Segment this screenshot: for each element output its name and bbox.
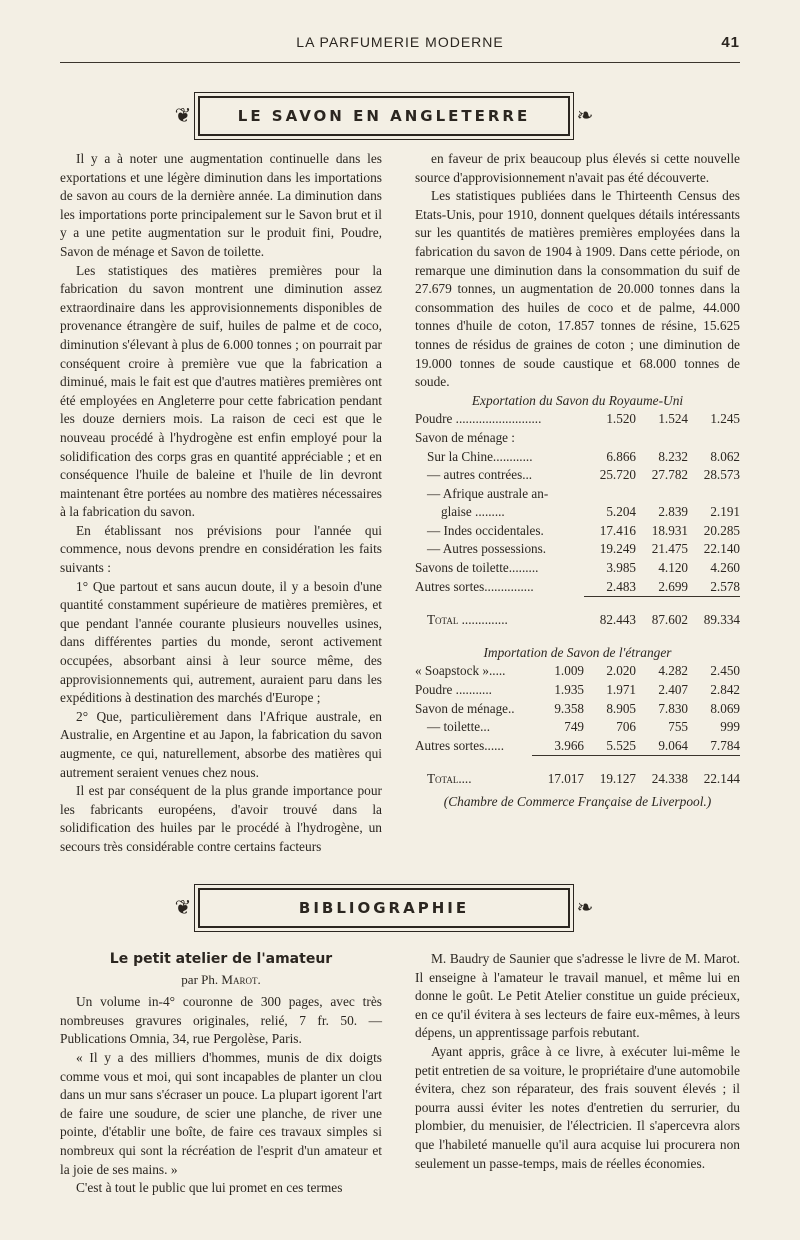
article-paragraph: en faveur de prix beaucoup plus élevés si cette nouvelle source d'approvisionnement n'avait pas été découverte. [415,151,740,185]
total-value: 19.127 [599,771,636,787]
cell-value: 1.009 [554,663,584,679]
cell-value: 2.450 [710,663,740,679]
article-paragraph: En établissant nos prévisions pour l'année qui commence, nous devons prendre en considération les faits suivants : [60,522,382,576]
cell-value: 25.720 [599,467,636,483]
total-value: 17.017 [547,771,584,787]
bibliography-banner [172,888,596,928]
bibliography-paragraph: Ayant appris, grâce à ce livre, à exécuter lui-même le petit entretien de sa voiture, le propriétaire d'une automobile évitera, chez son réparateur, des frais souvent élevés ; il pourra aussi éviter les notes d'entretien du serrurier, du plombier, du menuisier, de l'électricien. Il s'apercevra alors que l'habileté manuelle qu'il aura acquise lui procurera non seulement un passe-temps, mais de réelles économies. [415,1043,740,1171]
book-author [60,971,382,990]
cell-value: 1.935 [554,682,584,698]
book-title: Le petit atelier de l'amateur [109,951,333,967]
table-row [415,700,740,719]
cell-value: 9.064 [636,737,688,756]
cell-value [584,485,636,504]
bibliography-paragraph: C'est à tout le public que lui promet en ces termes [76,1180,343,1196]
fleuron-left-icon: ❦ [174,897,192,919]
cell-value: 999 [720,719,740,735]
cell-value: 3.985 [606,560,636,576]
cell-value: 1.971 [606,682,636,698]
cell-value: 28.573 [703,467,740,483]
article-paragraph: 1° Que partout et sans aucun doute, il y a besoin d'une quantité constamment supérieure de matières premières, et que pendant l'année courante plusieurs nouvelles usines, dans différentes parties du monde, seront activement occupées, absorbant ainsi à leur source même, des approvisionnements qui, autrement, auraient paru dans les expéditions à destination des marchés d'Europe ; [60,578,382,706]
table-row [415,559,740,578]
page-number: 41 [721,34,740,51]
fleuron-right-icon: ❧ [576,897,594,919]
cell-value: 8.232 [658,448,688,464]
cell-value: 4.260 [710,560,740,576]
row-label: — Autres possessions. [427,541,547,557]
table-row [415,429,740,448]
bibliography-right-column [415,950,740,1173]
row-label: « Soapstock »..... [415,663,506,679]
cell-value [584,429,636,448]
row-label: Savon de ménage.. [415,700,515,716]
import-table [415,662,740,789]
article-paragraph: Il est par conséquent de la plus grande importance pour les fabricants européens, d'avoir trouvé dans la solidification des huiles par le procédé à l'hydrogène, un secours très considérable contre certains facteurs [60,783,382,854]
cell-value: 8.069 [710,700,740,716]
cell-value: 3.966 [532,737,584,756]
bibliography-left-column [60,950,382,1198]
article-left-column [60,150,382,857]
author-name: Marot. [221,971,261,987]
cell-value [688,485,740,504]
bibliography-paragraph: M. Baudry de Saunier que s'adresse le livre de M. Marot. Il enseigne à l'amateur le travail manuel, et même lui en donne le goût. Le Petit Atelier constitue un guide précieux, en ce qu'il évitera à ses lecteurs de faire eux-mêmes, à leurs dépens, un apprentissage parfois rebutant. [415,951,740,1041]
row-label: Poudre ........... [415,682,492,698]
cell-value: 5.525 [584,737,636,756]
cell-value: 18.931 [651,522,688,538]
article-paragraph: Les statistiques publiées dans le Thirteenth Census des Etats-Unis, pour 1910, donnent quelques détails intéressants sur les quantités de matières premières employées dans la fabrication du savon de 1904 à 1909. Dans cette période, on remarque une diminution dans la consommation du suif de 27.679 tonnes, un augmentation de 20.000 tonnes dans la consommation des huiles de coco et de palme, 44.000 tonnes d'huile de coton, 17.857 tonnes de résine, 15.625 tonnes de résidus de graines de coton ; une diminution de 19.000 tonnes de soude caustique et 68.000 tonnes de soude. [415,188,740,390]
table-row [415,540,740,559]
table-row [415,578,740,597]
cell-value: 2.842 [710,682,740,698]
cell-value: 6.866 [606,448,636,464]
cell-value: 19.249 [599,541,636,557]
cell-value: 2.407 [658,682,688,698]
row-label: Sur la Chine............ [427,448,533,464]
table-row [415,522,740,541]
total-value: 89.334 [703,612,740,628]
cell-value: 755 [668,719,688,735]
row-label: Savon de ménage : [415,429,515,445]
cell-value: 5.204 [606,504,636,520]
banner-frame [198,96,570,136]
row-label: — autres contrées... [427,467,533,483]
row-label: glaise ......... [441,504,505,520]
table-row [415,681,740,700]
bibliography-paragraph: « Il y a des milliers d'hommes, munis de dix doigts comme vous et moi, qui sont incapables de planter un clou dans un mur sans s'écraser un pouce. La plupart igorent l'art de faire une soudure, de scier une planche, de river une pointe, d'établir une boîte, de faire ces travaux simples si nombreux qui sont la récréation de l'esprit d'un amateur et la joie de ses mains. » [60,1049,382,1177]
table-row [415,503,740,522]
article-paragraph: Les statistiques des matières premières pour la fabrication du savon montrent une diminution assez extraordinaire dans les approvisionnements disponibles de provenance étrangère de suif, huiles de palme et de coco, diminution s'élevant à plus de 6.000 tonnes ; on pourrait par conséquent croire à première vue que la fabrication a diminué, mais le fait est que d'autres matières premières ont été employées en Angleterre pour cette fabrication pendant les douze derniers mois. La raison de ceci est que le nouveau procédé à l'hydrogène est enfin employé pour la solidification des corps gras en quantité appréciable ; et en conséquence l'huile de baleine et l'huile de lin devront maintenant être portées au nombre des matières nécessaires à la fabrication du savon. [60,262,382,520]
row-label: Autres sortes...... [415,737,505,753]
table-row [415,448,740,467]
article-right-text [415,150,740,392]
running-title: LA PARFUMERIE MODERNE [296,34,504,50]
header-rule [60,62,740,63]
cell-value: 7.784 [688,737,740,756]
bibliography-paragraph: Un volume in-4° couronne de 300 pages, avec très nombreuses gravures originales, relié, 7 fr. 50. — Publications Omnia, 34, rue Pergolèse, Paris. [60,994,382,1047]
row-label: Autres sortes............... [415,578,534,594]
cell-value [688,429,740,448]
cell-value: 21.475 [651,541,688,557]
row-label: — Indes occidentales. [427,522,544,538]
cell-value: 27.782 [651,467,688,483]
import-table-title: Importation de Savon de l'étranger [483,644,672,660]
cell-value: 7.830 [658,700,688,716]
cell-value: 8.905 [606,700,636,716]
cell-value: 4.282 [658,663,688,679]
fleuron-left-icon: ❦ [174,105,192,127]
cell-value: 1.520 [606,411,636,427]
total-label: Total.... [427,770,472,786]
cell-value [636,485,688,504]
article-title: LE SAVON EN ANGLETERRE [237,107,531,125]
row-label: — Afrique australe an- [427,485,549,501]
total-value: 82.443 [599,612,636,628]
article-paragraph: 2° Que, particulièrement dans l'Afrique australe, en Australie, en Argentine et au Japon, la fabrication du savon augmente, ce qui, naturellement, absorbe des matières qui autrement seraient venues chez nous. [60,708,382,780]
cell-value: 2.483 [584,578,636,597]
banner-frame [198,888,570,928]
table-row [415,485,740,504]
table-row [415,718,740,737]
table-row [415,662,740,681]
article-title-banner [172,96,596,136]
author-prefix: par Ph. [181,971,219,987]
cell-value [636,429,688,448]
cell-value: 2.020 [606,663,636,679]
total-value: 22.144 [703,771,740,787]
row-label: Savons de toilette......... [415,560,539,576]
fleuron-right-icon: ❧ [576,105,594,127]
cell-value: 706 [616,719,636,735]
cell-value: 2.578 [688,578,740,597]
article-paragraph: Il y a à noter une augmentation continuelle dans les exportations et une légère diminution dans les importations de savon au cours de la dernière année. La diminution dans les importations porte principalement sur le Savon brut et il y a une petite augmentation sur le produit fini, Poudre, Savon de ménage et Savon de toilette. [60,151,382,259]
total-label: Total .............. [427,611,508,627]
cell-value: 2.191 [710,504,740,520]
cell-value: 9.358 [554,700,584,716]
total-value: 24.338 [651,771,688,787]
table-source: (Chambre de Commerce Française de Liverpool.) [443,794,712,809]
row-label: — toilette... [427,719,490,735]
cell-value: 1.245 [710,411,740,427]
running-head [60,30,740,52]
bibliography-title: BIBLIOGRAPHIE [298,899,470,917]
export-table [415,410,740,630]
cell-value: 749 [564,719,584,735]
cell-value: 8.062 [710,448,740,464]
cell-value: 17.416 [599,522,636,538]
total-row [415,756,740,789]
table-row [415,737,740,756]
total-value: 87.602 [651,612,688,628]
table-row [415,466,740,485]
bibliography-left-text [60,993,382,1198]
export-table-title: Exportation du Savon du Royaume-Uni [471,392,684,408]
cell-value: 20.285 [703,522,740,538]
article-right-column [415,150,740,812]
row-label: Poudre .......................... [415,411,542,427]
cell-value: 2.699 [636,578,688,597]
total-row [415,597,740,630]
cell-value: 4.120 [658,560,688,576]
cell-value: 22.140 [703,541,740,557]
cell-value: 1.524 [658,411,688,427]
cell-value: 2.839 [658,504,688,520]
table-row [415,410,740,429]
